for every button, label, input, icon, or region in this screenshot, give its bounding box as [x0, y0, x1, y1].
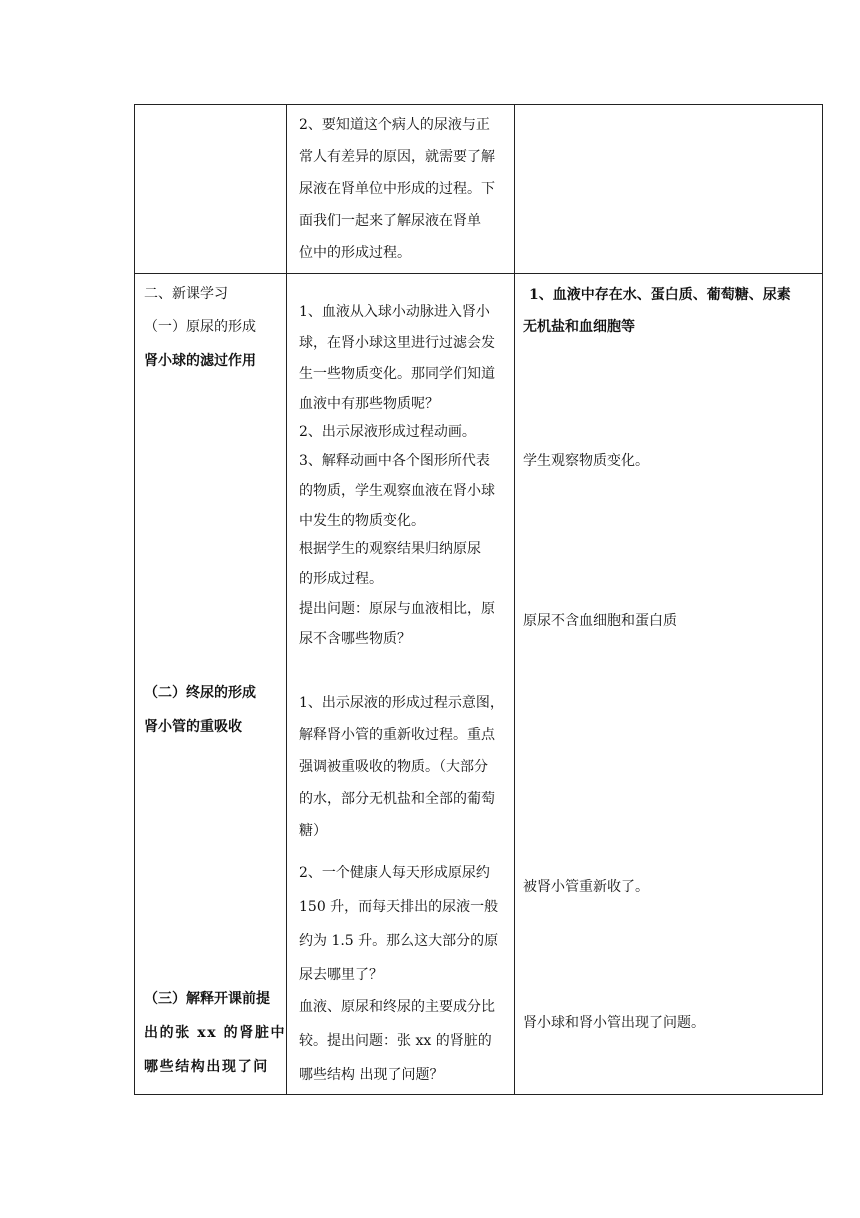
topic-label: 肾小管的重吸收	[144, 719, 242, 735]
teacher-activity-line: 生一些物质变化。那同学们知道	[299, 366, 495, 382]
section-heading: 二、新课学习	[144, 286, 228, 302]
row1-mid-line: 2、要知道这个病人的尿液与正	[299, 117, 490, 133]
subsection-heading-cont: 出的张 xx 的肾脏中	[144, 1025, 287, 1041]
topic-label: 肾小球的滤过作用	[144, 353, 256, 369]
teacher-activity-line: 1、血液从入球小动脉进入肾小	[299, 304, 490, 320]
subsection-heading-cont: 哪些结构出现了问	[144, 1059, 269, 1075]
row1-mid-line: 面我们一起来了解尿液在肾单	[299, 213, 481, 229]
teacher-activity-line: 糖）	[299, 823, 327, 839]
teacher-activity-line: 尿不含哪些物质？	[299, 631, 411, 647]
subsection-heading: （三）解释开课前提	[144, 991, 270, 1007]
teacher-activity-line: 血液中有那些物质呢？	[299, 396, 439, 412]
teacher-activity-line: 的物质，学生观察血液在肾小球	[299, 483, 495, 499]
student-answer: 被肾小管重新收了。	[523, 879, 649, 895]
teacher-activity-line: 强调被重吸收的物质。（大部分	[299, 759, 488, 775]
subsection-heading: （一）原尿的形成	[144, 319, 256, 335]
row-divider	[135, 273, 822, 274]
teacher-activity-line: 150 升，而每天排出的尿液一般	[299, 899, 499, 915]
teacher-activity-line: 解释肾小管的重新收过程。重点	[299, 727, 495, 743]
teacher-activity-line: 球，在肾小球这里进行过滤会发	[299, 335, 495, 351]
student-answer: 1、血液中存在水、蛋白质、葡萄糖、尿素	[529, 287, 791, 303]
subsection-heading: （二）终尿的形成	[144, 685, 256, 701]
teacher-activity-line: 根据学生的观察结果归纳原尿	[299, 541, 481, 557]
row1-mid-line: 尿液在肾单位中形成的过程。下	[299, 181, 495, 197]
column-divider-1	[286, 105, 287, 1094]
teacher-activity-line: 哪些结构 出现了问题？	[299, 1067, 444, 1083]
lesson-table	[134, 104, 823, 1095]
teacher-activity-line: 3、解释动画中各个图形所代表	[299, 453, 490, 469]
teacher-activity-line: 约为 1.5 升。那么这大部分的原	[299, 933, 499, 949]
student-answer-cont: 无机盐和血细胞等	[523, 319, 635, 335]
row1-mid-line: 位中的形成过程。	[299, 245, 411, 261]
student-activity: 学生观察物质变化。	[523, 453, 649, 469]
column-divider-2	[514, 105, 515, 1094]
student-answer: 肾小球和肾小管出现了问题。	[523, 1015, 705, 1031]
teacher-activity-line: 1、出示尿液的形成过程示意图，	[299, 695, 504, 711]
row1-mid-line: 常人有差异的原因，就需要了解	[299, 149, 495, 165]
teacher-activity-line: 2、出示尿液形成过程动画。	[299, 424, 476, 440]
teacher-activity-line: 提出问题：原尿与血液相比，原	[299, 601, 495, 617]
teacher-activity-line: 尿去哪里了？	[299, 967, 383, 983]
teacher-activity-line: 2、一个健康人每天形成原尿约	[299, 865, 490, 881]
teacher-activity-line: 较。提出问题：张 xx 的肾脏的	[299, 1033, 492, 1049]
teacher-activity-line: 血液、原尿和终尿的主要成分比	[299, 999, 495, 1015]
teacher-activity-line: 的形成过程。	[299, 571, 383, 587]
teacher-activity-line: 中发生的物质变化。	[299, 513, 425, 529]
teacher-activity-line: 的水，部分无机盐和全部的葡萄	[299, 791, 495, 807]
student-answer: 原尿不含血细胞和蛋白质	[523, 613, 677, 629]
